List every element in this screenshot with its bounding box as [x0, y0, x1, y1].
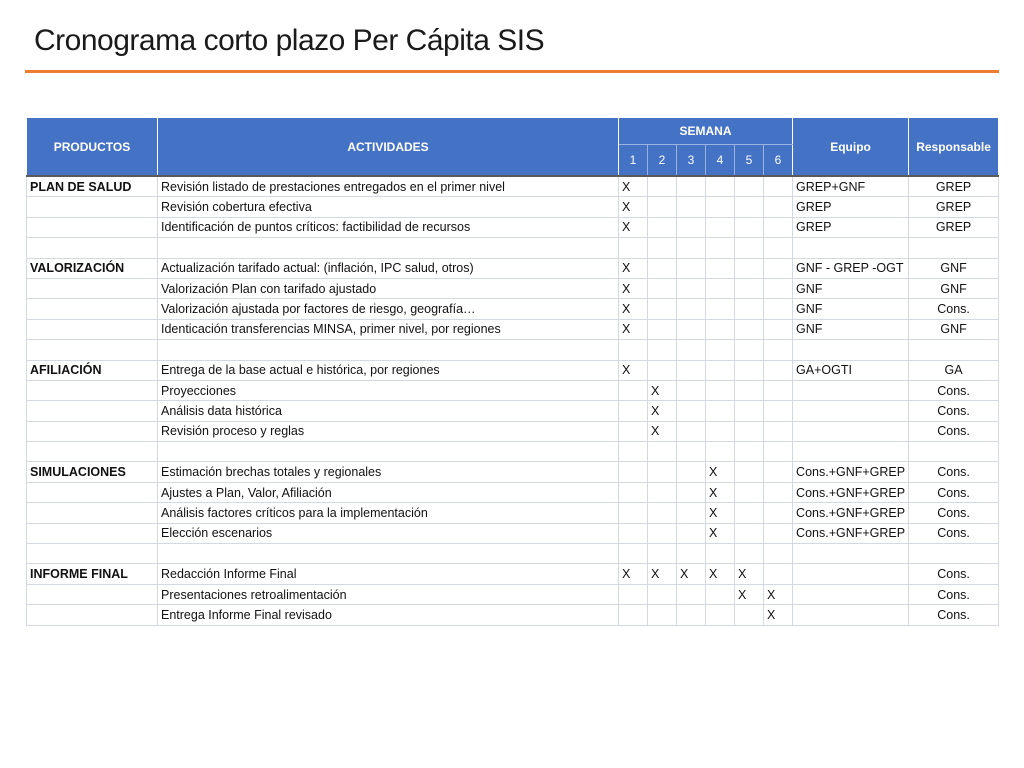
table-row	[27, 462, 999, 482]
actividad-cell: Análisis data histórica	[158, 401, 619, 421]
slide-title: Cronograma corto plazo Per Cápita SIS	[34, 24, 545, 57]
week-6-cell: X	[764, 605, 793, 625]
week-2-cell: X	[648, 380, 677, 400]
table-row	[27, 176, 999, 197]
week-2-cell	[648, 258, 677, 278]
producto-cell	[27, 278, 158, 298]
producto-cell: VALORIZACIÓN	[27, 258, 158, 278]
table-row	[27, 340, 999, 360]
actividad-cell	[158, 442, 619, 462]
responsable-cell: GREP	[909, 217, 999, 237]
responsable-cell: GNF	[909, 319, 999, 339]
header-week-1: 1	[619, 145, 648, 177]
week-4-cell: X	[706, 462, 735, 482]
week-5-cell	[735, 319, 764, 339]
week-3-cell	[677, 442, 706, 462]
week-3-cell	[677, 340, 706, 360]
header-equipo: Equipo	[793, 118, 909, 177]
week-5-cell	[735, 523, 764, 543]
week-3-cell	[677, 197, 706, 217]
actividad-cell: Elección escenarios	[158, 523, 619, 543]
responsable-cell	[909, 340, 999, 360]
producto-cell	[27, 197, 158, 217]
week-3-cell	[677, 605, 706, 625]
producto-cell	[27, 217, 158, 237]
week-4-cell	[706, 340, 735, 360]
week-1-cell	[619, 421, 648, 441]
producto-cell: SIMULACIONES	[27, 462, 158, 482]
responsable-cell: Cons.	[909, 523, 999, 543]
table-row	[27, 258, 999, 278]
producto-cell: PLAN DE SALUD	[27, 176, 158, 197]
table-row	[27, 482, 999, 502]
week-6-cell	[764, 442, 793, 462]
equipo-cell: GNF	[793, 278, 909, 298]
week-2-cell	[648, 544, 677, 564]
actividad-cell: Análisis factores críticos para la implementación	[158, 503, 619, 523]
table-row	[27, 523, 999, 543]
week-2-cell	[648, 482, 677, 502]
week-2-cell	[648, 462, 677, 482]
week-3-cell	[677, 503, 706, 523]
week-3-cell	[677, 299, 706, 319]
week-3-cell	[677, 462, 706, 482]
week-4-cell	[706, 360, 735, 380]
actividad-cell: Entrega de la base actual e histórica, por regiones	[158, 360, 619, 380]
actividad-cell: Valorización ajustada por factores de riesgo, geografía…	[158, 299, 619, 319]
equipo-cell	[793, 605, 909, 625]
table-row	[27, 605, 999, 625]
responsable-cell: Cons.	[909, 380, 999, 400]
table-row	[27, 380, 999, 400]
equipo-cell	[793, 238, 909, 258]
week-5-cell	[735, 482, 764, 502]
week-4-cell	[706, 278, 735, 298]
title-divider	[25, 70, 999, 73]
week-2-cell	[648, 584, 677, 604]
week-1-cell: X	[619, 319, 648, 339]
responsable-cell: Cons.	[909, 584, 999, 604]
week-1-cell: X	[619, 217, 648, 237]
week-6-cell	[764, 421, 793, 441]
week-3-cell	[677, 217, 706, 237]
week-6-cell	[764, 217, 793, 237]
week-1-cell	[619, 380, 648, 400]
week-5-cell	[735, 442, 764, 462]
week-4-cell	[706, 421, 735, 441]
week-6-cell	[764, 197, 793, 217]
actividad-cell: Redacción Informe Final	[158, 564, 619, 584]
week-1-cell	[619, 462, 648, 482]
responsable-cell: Cons.	[909, 421, 999, 441]
week-3-cell	[677, 544, 706, 564]
producto-cell	[27, 442, 158, 462]
equipo-cell	[793, 564, 909, 584]
responsable-cell: GA	[909, 360, 999, 380]
week-5-cell	[735, 299, 764, 319]
header-week-4: 4	[706, 145, 735, 177]
week-5-cell	[735, 605, 764, 625]
week-4-cell	[706, 442, 735, 462]
producto-cell	[27, 503, 158, 523]
week-5-cell	[735, 462, 764, 482]
table-row	[27, 299, 999, 319]
week-1-cell	[619, 442, 648, 462]
week-1-cell: X	[619, 564, 648, 584]
week-5-cell	[735, 217, 764, 237]
table-row	[27, 360, 999, 380]
week-3-cell	[677, 238, 706, 258]
equipo-cell	[793, 380, 909, 400]
responsable-cell	[909, 238, 999, 258]
table-row	[27, 197, 999, 217]
week-3-cell	[677, 401, 706, 421]
responsable-cell: Cons.	[909, 503, 999, 523]
equipo-cell: GREP+GNF	[793, 176, 909, 197]
week-2-cell	[648, 278, 677, 298]
actividad-cell: Actualización tarifado actual: (inflación, IPC salud, otros)	[158, 258, 619, 278]
producto-cell: INFORME FINAL	[27, 564, 158, 584]
actividad-cell	[158, 340, 619, 360]
producto-cell	[27, 482, 158, 502]
table-row	[27, 238, 999, 258]
responsable-cell: Cons.	[909, 605, 999, 625]
equipo-cell: Cons.+GNF+GREP	[793, 482, 909, 502]
week-4-cell	[706, 238, 735, 258]
equipo-cell	[793, 584, 909, 604]
week-4-cell	[706, 197, 735, 217]
week-6-cell	[764, 523, 793, 543]
week-3-cell	[677, 360, 706, 380]
equipo-cell: GNF	[793, 299, 909, 319]
table-row	[27, 442, 999, 462]
actividad-cell: Revisión listado de prestaciones entregados en el primer nivel	[158, 176, 619, 197]
week-4-cell	[706, 584, 735, 604]
header-week-6: 6	[764, 145, 793, 177]
week-6-cell	[764, 564, 793, 584]
equipo-cell: GREP	[793, 197, 909, 217]
equipo-cell: Cons.+GNF+GREP	[793, 503, 909, 523]
week-6-cell	[764, 401, 793, 421]
week-1-cell	[619, 482, 648, 502]
week-3-cell	[677, 278, 706, 298]
week-2-cell	[648, 319, 677, 339]
week-5-cell	[735, 340, 764, 360]
week-4-cell	[706, 319, 735, 339]
week-3-cell	[677, 523, 706, 543]
producto-cell	[27, 401, 158, 421]
week-5-cell	[735, 401, 764, 421]
equipo-cell: GNF	[793, 319, 909, 339]
week-4-cell	[706, 401, 735, 421]
table-row	[27, 503, 999, 523]
header-week-5: 5	[735, 145, 764, 177]
week-4-cell	[706, 605, 735, 625]
schedule-table-body	[27, 176, 999, 625]
week-1-cell	[619, 238, 648, 258]
equipo-cell	[793, 544, 909, 564]
week-6-cell	[764, 482, 793, 502]
week-1-cell	[619, 605, 648, 625]
week-6-cell	[764, 462, 793, 482]
week-3-cell: X	[677, 564, 706, 584]
actividad-cell: Entrega Informe Final revisado	[158, 605, 619, 625]
equipo-cell: Cons.+GNF+GREP	[793, 462, 909, 482]
week-1-cell	[619, 584, 648, 604]
week-4-cell: X	[706, 523, 735, 543]
table-row	[27, 401, 999, 421]
header-actividades: ACTIVIDADES	[158, 118, 619, 177]
week-5-cell: X	[735, 564, 764, 584]
week-3-cell	[677, 319, 706, 339]
week-3-cell	[677, 258, 706, 278]
actividad-cell: Identicación transferencias MINSA, primer nivel, por regiones	[158, 319, 619, 339]
week-1-cell: X	[619, 197, 648, 217]
week-1-cell: X	[619, 278, 648, 298]
week-2-cell	[648, 360, 677, 380]
actividad-cell: Valorización Plan con tarifado ajustado	[158, 278, 619, 298]
table-row	[27, 421, 999, 441]
week-4-cell: X	[706, 564, 735, 584]
week-2-cell: X	[648, 564, 677, 584]
week-5-cell	[735, 176, 764, 197]
week-1-cell	[619, 523, 648, 543]
equipo-cell: GNF - GREP -OGT	[793, 258, 909, 278]
header-productos: PRODUCTOS	[27, 118, 158, 177]
responsable-cell: Cons.	[909, 299, 999, 319]
equipo-cell	[793, 340, 909, 360]
week-4-cell: X	[706, 503, 735, 523]
week-2-cell	[648, 197, 677, 217]
week-3-cell	[677, 421, 706, 441]
producto-cell	[27, 421, 158, 441]
week-5-cell	[735, 380, 764, 400]
week-2-cell	[648, 523, 677, 543]
equipo-cell	[793, 442, 909, 462]
week-5-cell	[735, 238, 764, 258]
week-1-cell	[619, 401, 648, 421]
producto-cell	[27, 523, 158, 543]
week-1-cell	[619, 503, 648, 523]
week-6-cell	[764, 340, 793, 360]
actividad-cell	[158, 238, 619, 258]
responsable-cell	[909, 442, 999, 462]
responsable-cell	[909, 544, 999, 564]
week-3-cell	[677, 176, 706, 197]
equipo-cell	[793, 421, 909, 441]
actividad-cell: Proyecciones	[158, 380, 619, 400]
producto-cell	[27, 605, 158, 625]
responsable-cell: Cons.	[909, 482, 999, 502]
week-2-cell	[648, 442, 677, 462]
producto-cell	[27, 238, 158, 258]
week-6-cell	[764, 176, 793, 197]
producto-cell	[27, 299, 158, 319]
responsable-cell: GREP	[909, 197, 999, 217]
week-1-cell: X	[619, 258, 648, 278]
schedule-table-container	[26, 117, 998, 626]
week-1-cell	[619, 340, 648, 360]
header-semana: SEMANA	[619, 118, 793, 145]
week-3-cell	[677, 584, 706, 604]
week-2-cell	[648, 340, 677, 360]
responsable-cell: Cons.	[909, 462, 999, 482]
week-1-cell: X	[619, 360, 648, 380]
week-3-cell	[677, 482, 706, 502]
week-6-cell	[764, 503, 793, 523]
week-2-cell	[648, 299, 677, 319]
equipo-cell	[793, 401, 909, 421]
week-4-cell	[706, 544, 735, 564]
week-1-cell: X	[619, 299, 648, 319]
week-5-cell	[735, 503, 764, 523]
actividad-cell: Presentaciones retroalimentación	[158, 584, 619, 604]
week-5-cell	[735, 197, 764, 217]
equipo-cell: GA+OGTI	[793, 360, 909, 380]
producto-cell	[27, 319, 158, 339]
week-2-cell: X	[648, 401, 677, 421]
week-5-cell	[735, 421, 764, 441]
responsable-cell: GNF	[909, 278, 999, 298]
week-2-cell	[648, 176, 677, 197]
actividad-cell: Identificación de puntos críticos: factibilidad de recursos	[158, 217, 619, 237]
week-6-cell	[764, 544, 793, 564]
week-4-cell	[706, 299, 735, 319]
week-4-cell: X	[706, 482, 735, 502]
week-4-cell	[706, 176, 735, 197]
table-row	[27, 584, 999, 604]
week-2-cell	[648, 217, 677, 237]
responsable-cell: GNF	[909, 258, 999, 278]
week-1-cell	[619, 544, 648, 564]
week-2-cell: X	[648, 421, 677, 441]
week-6-cell: X	[764, 584, 793, 604]
producto-cell	[27, 544, 158, 564]
responsable-cell: Cons.	[909, 401, 999, 421]
actividad-cell: Estimación brechas totales y regionales	[158, 462, 619, 482]
week-4-cell	[706, 258, 735, 278]
table-row	[27, 217, 999, 237]
week-5-cell	[735, 544, 764, 564]
week-6-cell	[764, 278, 793, 298]
week-5-cell	[735, 258, 764, 278]
week-3-cell	[677, 380, 706, 400]
table-row	[27, 544, 999, 564]
actividad-cell: Ajustes a Plan, Valor, Afiliación	[158, 482, 619, 502]
responsable-cell: GREP	[909, 176, 999, 197]
week-6-cell	[764, 360, 793, 380]
week-4-cell	[706, 380, 735, 400]
actividad-cell	[158, 544, 619, 564]
equipo-cell: GREP	[793, 217, 909, 237]
week-2-cell	[648, 503, 677, 523]
week-5-cell	[735, 360, 764, 380]
responsable-cell: Cons.	[909, 564, 999, 584]
week-6-cell	[764, 258, 793, 278]
week-2-cell	[648, 238, 677, 258]
week-6-cell	[764, 238, 793, 258]
producto-cell	[27, 380, 158, 400]
producto-cell: AFILIACIÓN	[27, 360, 158, 380]
week-5-cell: X	[735, 584, 764, 604]
header-week-2: 2	[648, 145, 677, 177]
actividad-cell: Revisión cobertura efectiva	[158, 197, 619, 217]
producto-cell	[27, 340, 158, 360]
schedule-table	[26, 117, 999, 626]
header-week-3: 3	[677, 145, 706, 177]
equipo-cell: Cons.+GNF+GREP	[793, 523, 909, 543]
actividad-cell: Revisión proceso y reglas	[158, 421, 619, 441]
producto-cell	[27, 584, 158, 604]
table-row	[27, 319, 999, 339]
header-responsable: Responsable	[909, 118, 999, 177]
table-row	[27, 278, 999, 298]
week-1-cell: X	[619, 176, 648, 197]
week-6-cell	[764, 380, 793, 400]
week-5-cell	[735, 278, 764, 298]
week-2-cell	[648, 605, 677, 625]
week-6-cell	[764, 299, 793, 319]
table-row	[27, 564, 999, 584]
week-4-cell	[706, 217, 735, 237]
week-6-cell	[764, 319, 793, 339]
